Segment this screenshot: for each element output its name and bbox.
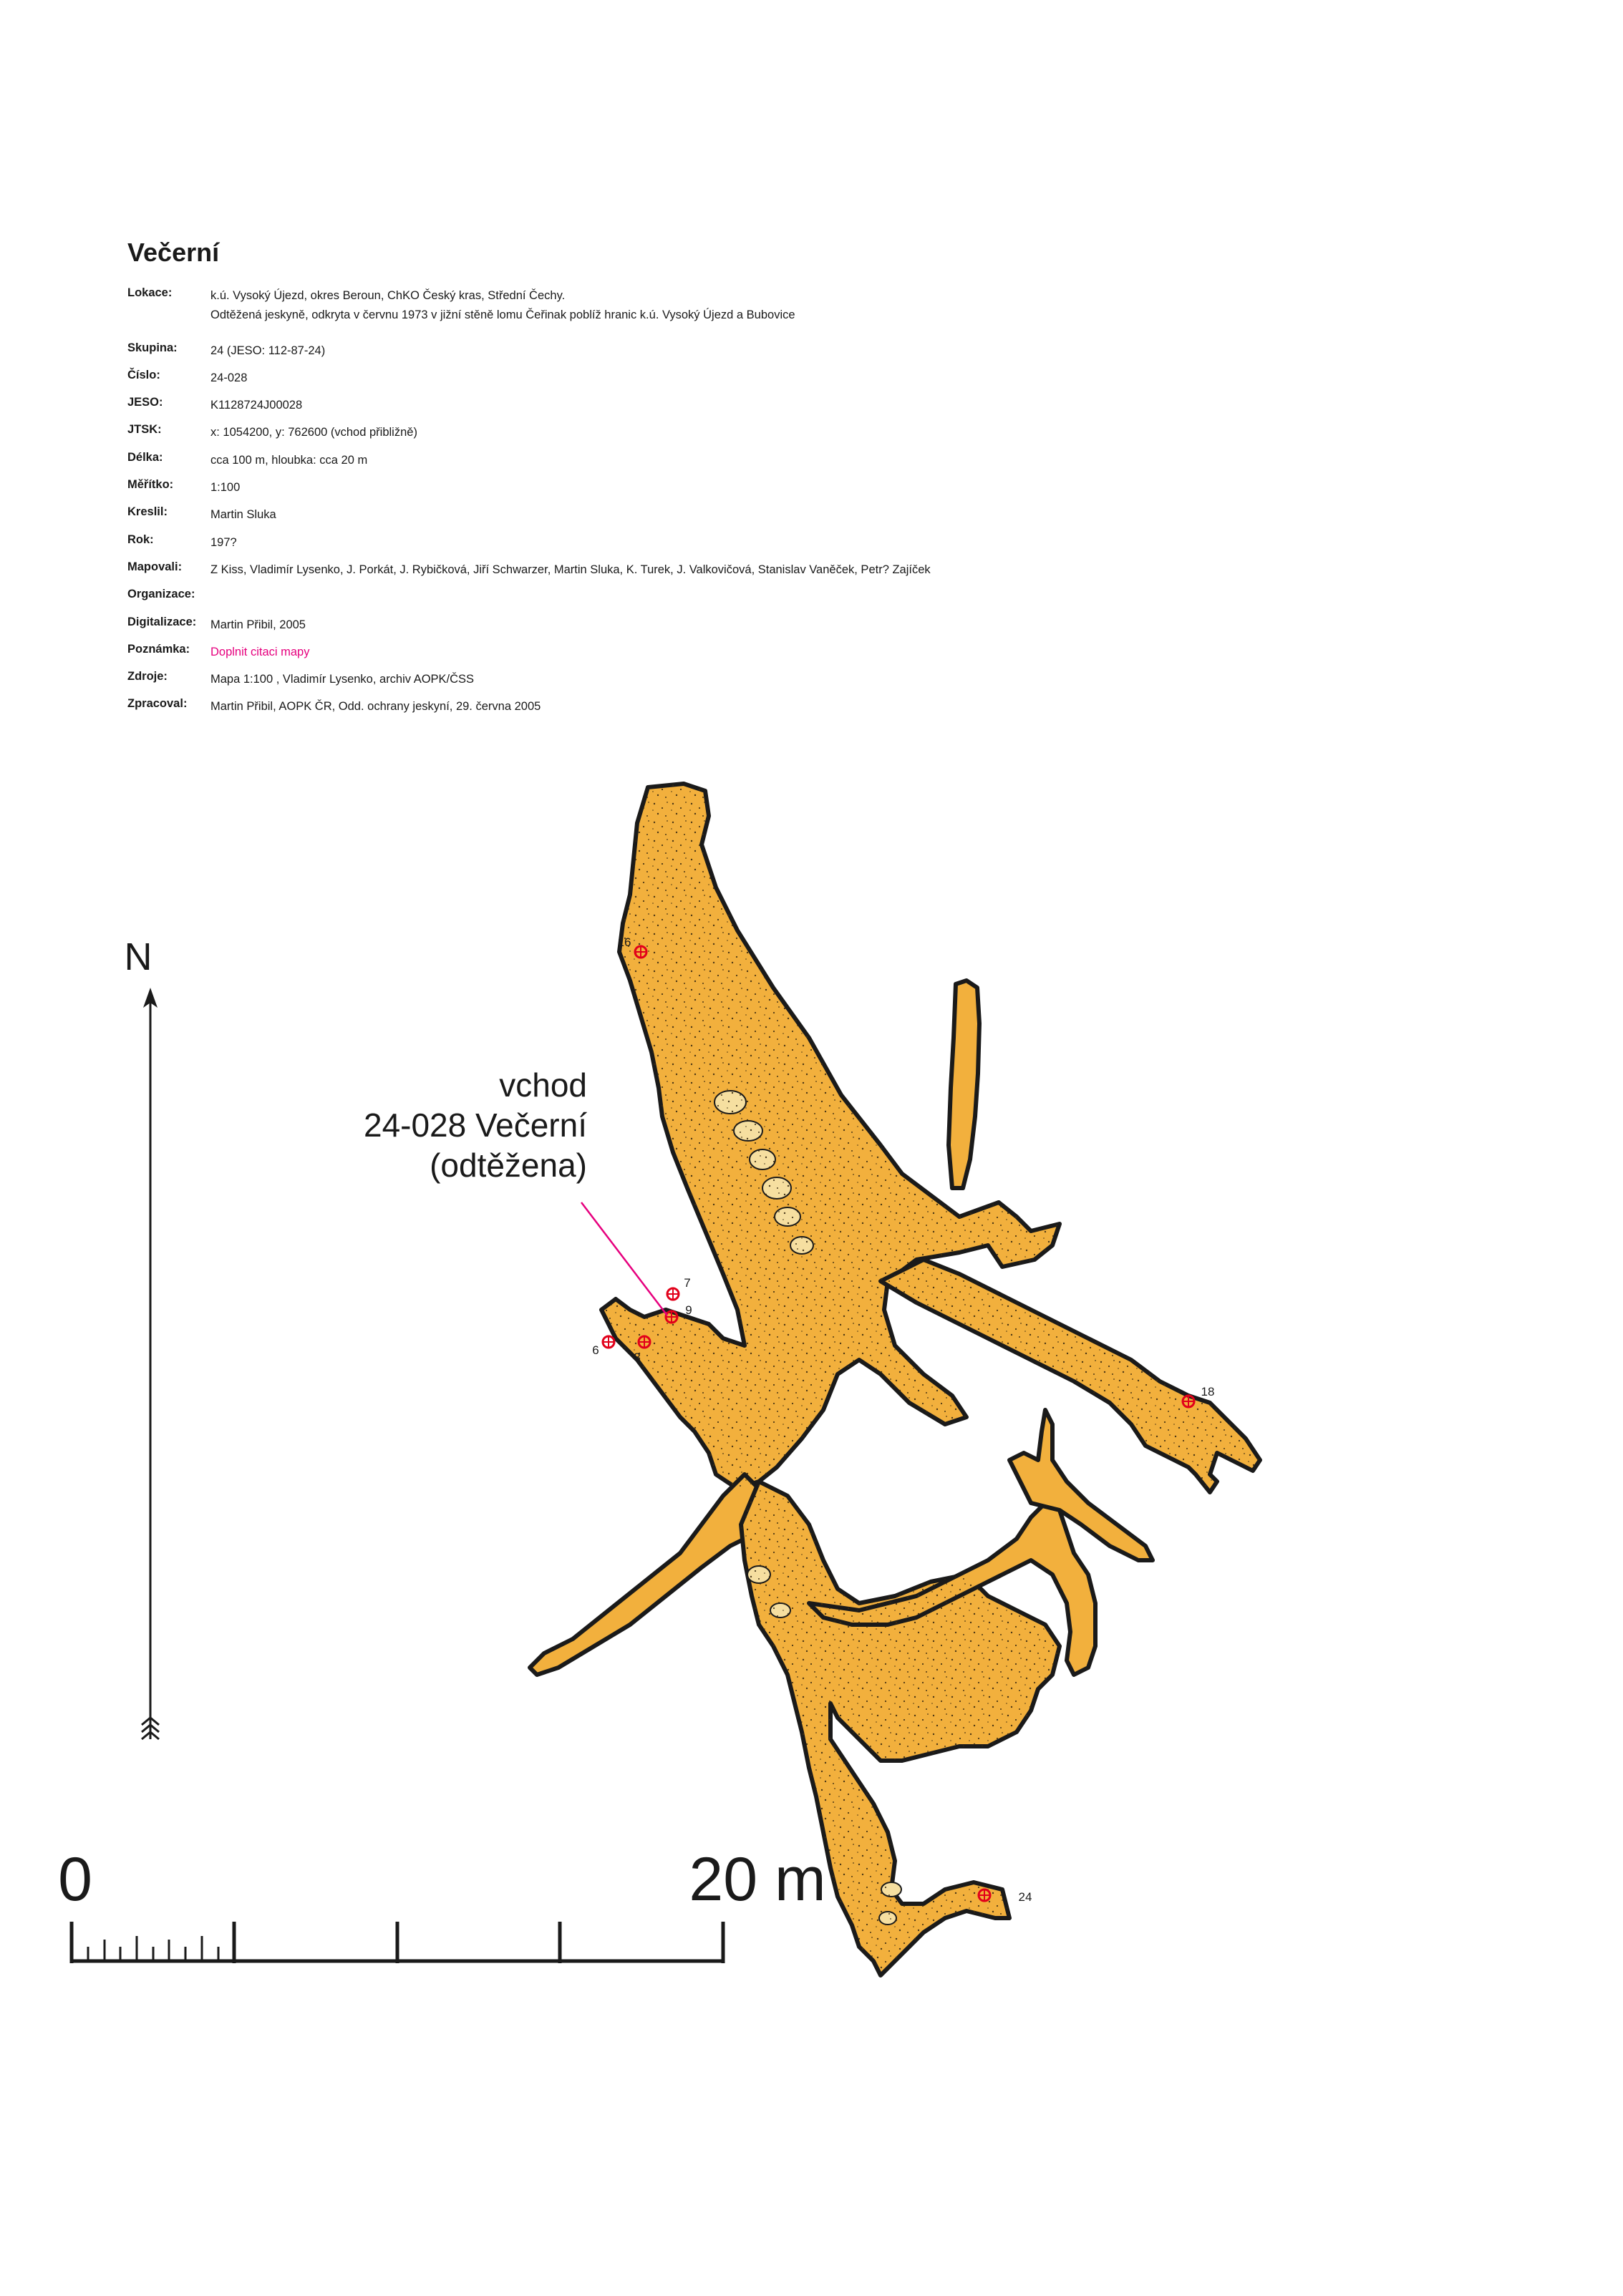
survey-point-7 bbox=[667, 1276, 691, 1300]
meta-key-mapovali: Mapovali: bbox=[127, 560, 183, 573]
meta-key-cislo: Číslo: bbox=[127, 368, 160, 381]
meta-value-lokace-line1: k.ú. Vysoký Újezd, okres Beroun, ChKO Český kras, Střední Čechy. bbox=[210, 289, 566, 302]
cave-speckle-texture bbox=[601, 784, 1260, 1975]
meta-key-kreslil: Kreslil: bbox=[127, 505, 168, 519]
meta-key-delka: Délka: bbox=[127, 450, 163, 464]
meta-key-skupina: Skupina: bbox=[127, 341, 178, 354]
northeast-narrow-passage bbox=[949, 981, 979, 1188]
meta-value-cislo: 24-028 bbox=[210, 371, 248, 384]
scale-bar-minor-ticks bbox=[88, 1936, 218, 1961]
meta-value-rok: 197? bbox=[210, 535, 237, 549]
entrance-label-line1: vchod bbox=[499, 1066, 587, 1104]
survey-point-label: 24 bbox=[1018, 1890, 1032, 1904]
north-arrow bbox=[125, 935, 160, 1739]
meta-value-zdroje: Mapa 1:100 , Vladimír Lysenko, archiv AOPK/ČSS bbox=[210, 673, 475, 686]
scale-bar bbox=[58, 1845, 826, 1963]
survey-point-label: 9 bbox=[685, 1303, 692, 1317]
meta-value-poznamka: Doplnit citaci mapy bbox=[210, 645, 310, 658]
meta-value-jtsk: x: 1054200, y: 762600 (vchod přibližně) bbox=[210, 426, 417, 439]
meta-value-zpracoval: Martin Přibil, AOPK ČR, Odd. ochrany jeskyní, 29. června 2005 bbox=[210, 700, 541, 714]
meta-key-jeso: JESO: bbox=[127, 396, 163, 409]
meta-value-skupina: 24 (JESO: 112-87-24) bbox=[210, 344, 326, 357]
southwest-arm bbox=[530, 1474, 780, 1675]
scale-end-label: 20 m bbox=[689, 1845, 826, 1914]
meta-key-jtsk: JTSK: bbox=[127, 423, 162, 437]
survey-point-label: 6 bbox=[592, 1343, 599, 1357]
meta-value-digitalizace: Martin Přibil, 2005 bbox=[210, 618, 306, 631]
meta-key-zpracoval: Zpracoval: bbox=[127, 697, 188, 711]
cave-title: Večerní bbox=[127, 238, 220, 267]
meta-key-organizace: Organizace: bbox=[127, 588, 195, 601]
survey-point-label: 8 bbox=[634, 1351, 641, 1364]
entrance-label-line3: (odtěžena) bbox=[430, 1147, 587, 1184]
entrance-label-line2: 24-028 Večerní bbox=[363, 1106, 587, 1144]
meta-value-mapovali: Z Kiss, Vladimír Lysenko, J. Porkát, J. Rybičková, Jiří Schwarzer, Martin Sluka, K. Turek, J. Valkovičová, Stanislav Vaněček, Petr? Zajíček bbox=[210, 563, 931, 576]
meta-value-jeso: K1128724J00028 bbox=[210, 399, 303, 412]
scale-start-label: 0 bbox=[58, 1845, 92, 1914]
north-label: N bbox=[124, 935, 152, 978]
survey-point-6 bbox=[592, 1336, 614, 1357]
meta-value-meritko: 1:100 bbox=[210, 481, 241, 495]
meta-key-poznamka: Poznámka: bbox=[127, 642, 190, 656]
survey-point-label: 16 bbox=[617, 935, 631, 949]
meta-key-digitalizace: Digitalizace: bbox=[127, 615, 197, 628]
meta-value-kreslil: Martin Sluka bbox=[210, 508, 276, 522]
meta-value-lokace-line2: Odtěžená jeskyně, odkryta v červnu 1973 v jižní stěně lomu Čeřinak poblíž hranic k.ú. Vysoký Újezd a Bubovice bbox=[210, 308, 795, 321]
survey-point-label: 18 bbox=[1201, 1385, 1215, 1398]
entrance-annotation bbox=[364, 1066, 667, 1315]
meta-key-zdroje: Zdroje: bbox=[127, 670, 168, 684]
meta-key-meritko: Měřítko: bbox=[127, 478, 174, 492]
meta-value-delka: cca 100 m, hloubka: cca 20 m bbox=[210, 453, 368, 467]
meta-key-lokace: Lokace: bbox=[127, 286, 173, 299]
meta-key-rok: Rok: bbox=[127, 532, 154, 546]
entrance-leader-line bbox=[581, 1202, 667, 1315]
survey-point-label: 7 bbox=[684, 1276, 691, 1290]
